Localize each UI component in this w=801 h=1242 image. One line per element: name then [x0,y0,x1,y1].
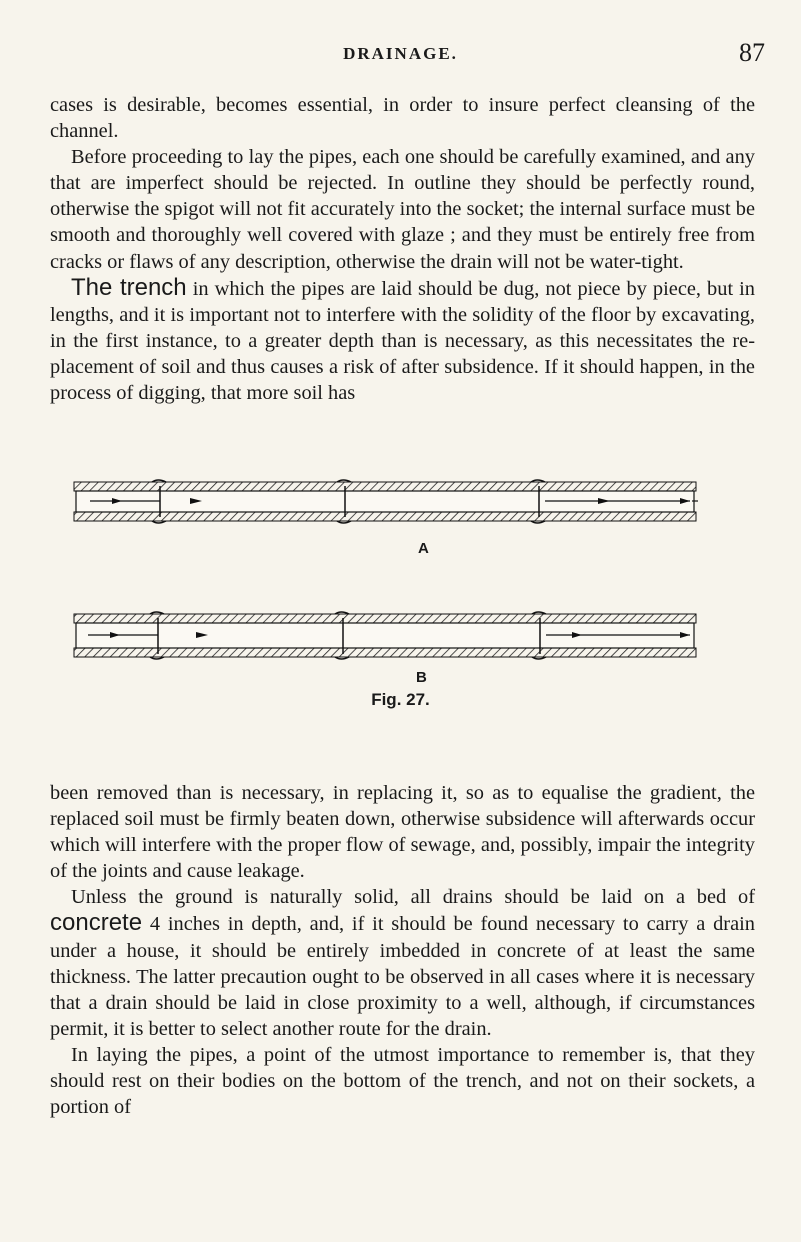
paragraph-laying-pipes: In laying the pipes, a point of the utmost importance to remember is, that they should rest on their bodies on the bottom of the trench, and not on their sockets, a portion of [50,1043,755,1119]
paragraph-continuation: cases is desirable, becomes essential, in order to insure perfect cleansing of the channel. [50,94,755,143]
concrete-text-post: 4 inches in depth, and, if it should be found necessary to carry a drain under a house, it should be entirely imbedded in concrete of at least the same thickness. The latter precaution ought to be observed in all cases where it is necessary that a drain should be laid in close proximity to a well, although, if circumstances permit, it is better to select another route for the drain. [50,913,755,1040]
paragraph-pipe-inspection: Before proceeding to lay the pipes, each one should be carefully examined, and any that are imperfect should be rejected. In outline they should be perfectly round, otherwise the spigot will not fit accurately into the socket; the internal surface must be smooth and thoroughly well covered with glaze ; and they must be entirely free from cracks or flaws of any description, otherwise the drain will not be water-tight. [50,146,755,273]
concrete-text-pre: Unless the ground is naturally solid, all drains should be laid on a bed of [71,886,755,909]
figure-label-b: B [416,669,427,686]
paragraph-trench [50,275,755,406]
concrete-heading: concrete [50,909,143,937]
trench-heading: The trench [71,273,187,301]
text-block-top [50,92,755,406]
pipe-diagram-b [74,612,696,659]
figure-caption: Fig. 27. [371,690,430,709]
pipe-diagram-a [74,480,698,523]
running-title: DRAINAGE. [343,44,458,63]
text-block-bottom [50,780,755,1120]
paragraph-soil-replacement: been removed than is necessary, in replacing it, so as to equalise the gradient, the replaced soil must be firmly beaten down, otherwise subsidence will afterwards occur which will interfere with the proper flow of sewage, and, possibly, impair the integrity of the joints and cause leakage. [50,782,755,883]
figure-label-a: A [418,540,429,557]
trench-text: in which the pipes are laid should be dug, not piece by piece, but in lengths, and it is important not to interfere with the solidity of the floor by excavating, in the first instance, to a greater depth than is necessary, as this necessitates the re-placement of soil and thus causes a risk of after subsidence. If it should happen, in the process of digging, that more soil has [50,277,756,405]
page-header [0,38,801,74]
figure-27 [0,478,801,718]
paragraph-concrete [50,884,755,1042]
pipe-section-diagrams [0,478,801,718]
page-number: 87 [739,38,765,67]
